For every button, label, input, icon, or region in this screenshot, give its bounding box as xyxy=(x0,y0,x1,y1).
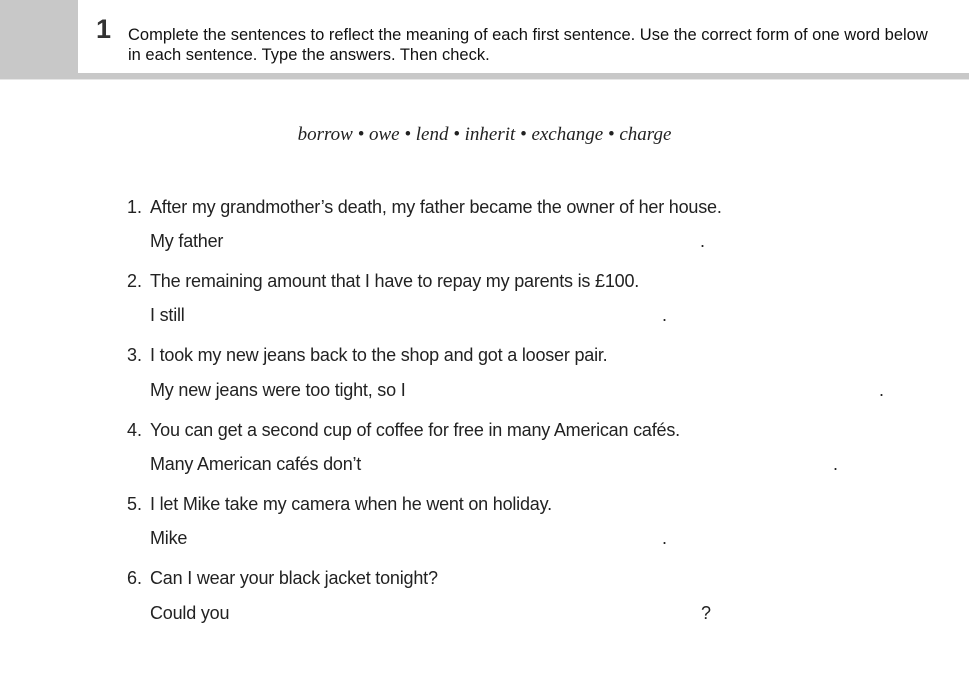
answer-input-4[interactable] xyxy=(366,452,839,476)
end-punctuation: . xyxy=(879,380,885,400)
answer-input-1[interactable] xyxy=(232,229,704,253)
item-sentence: The remaining amount that I have to repay my parents is £100. xyxy=(150,271,640,291)
item-number: 5. xyxy=(127,494,143,514)
answer-prefix: Could you xyxy=(150,603,230,623)
word-bank: borrow • owe • lend • inherit • exchange • charge xyxy=(297,124,672,145)
end-punctuation: . xyxy=(662,305,668,325)
end-punctuation: . xyxy=(700,231,706,251)
item-sentence: After my grandmother’s death, my father became the owner of her house. xyxy=(150,197,722,217)
item-number: 2. xyxy=(127,271,143,291)
answer-input-3[interactable] xyxy=(412,378,885,402)
answer-prefix: Many American cafés don’t xyxy=(150,454,362,474)
item-sentence: I let Mike take my camera when he went on holiday. xyxy=(150,494,552,514)
item-number: 3. xyxy=(127,345,143,365)
answer-input-2[interactable] xyxy=(194,303,666,327)
answer-prefix: Mike xyxy=(150,528,188,548)
exercise-instructions: Complete the sentences to reflect the meaning of each first sentence. Use the correct form of one word below in each sentence. Type the answers. Then check. xyxy=(128,26,928,64)
header-tab xyxy=(0,0,78,73)
end-punctuation: . xyxy=(833,454,839,474)
item-sentence: You can get a second cup of coffee for free in many American cafés. xyxy=(150,420,680,440)
answer-input-6[interactable] xyxy=(236,601,706,625)
item-number: 6. xyxy=(127,568,143,588)
answer-prefix: My father xyxy=(150,231,224,251)
answer-prefix: My new jeans were too tight, so I xyxy=(150,380,406,400)
item-sentence: Can I wear your black jacket tonight? xyxy=(150,568,438,588)
item-number: 4. xyxy=(127,420,143,440)
answer-prefix: I still xyxy=(150,305,185,325)
item-sentence: I took my new jeans back to the shop and got a looser pair. xyxy=(150,345,608,365)
header-divider-line xyxy=(0,79,969,80)
end-punctuation: . xyxy=(662,528,668,548)
item-number: 1. xyxy=(127,197,143,217)
answer-input-5[interactable] xyxy=(196,526,666,550)
end-punctuation: ? xyxy=(701,603,712,623)
exercise-number: 1 xyxy=(96,14,112,44)
